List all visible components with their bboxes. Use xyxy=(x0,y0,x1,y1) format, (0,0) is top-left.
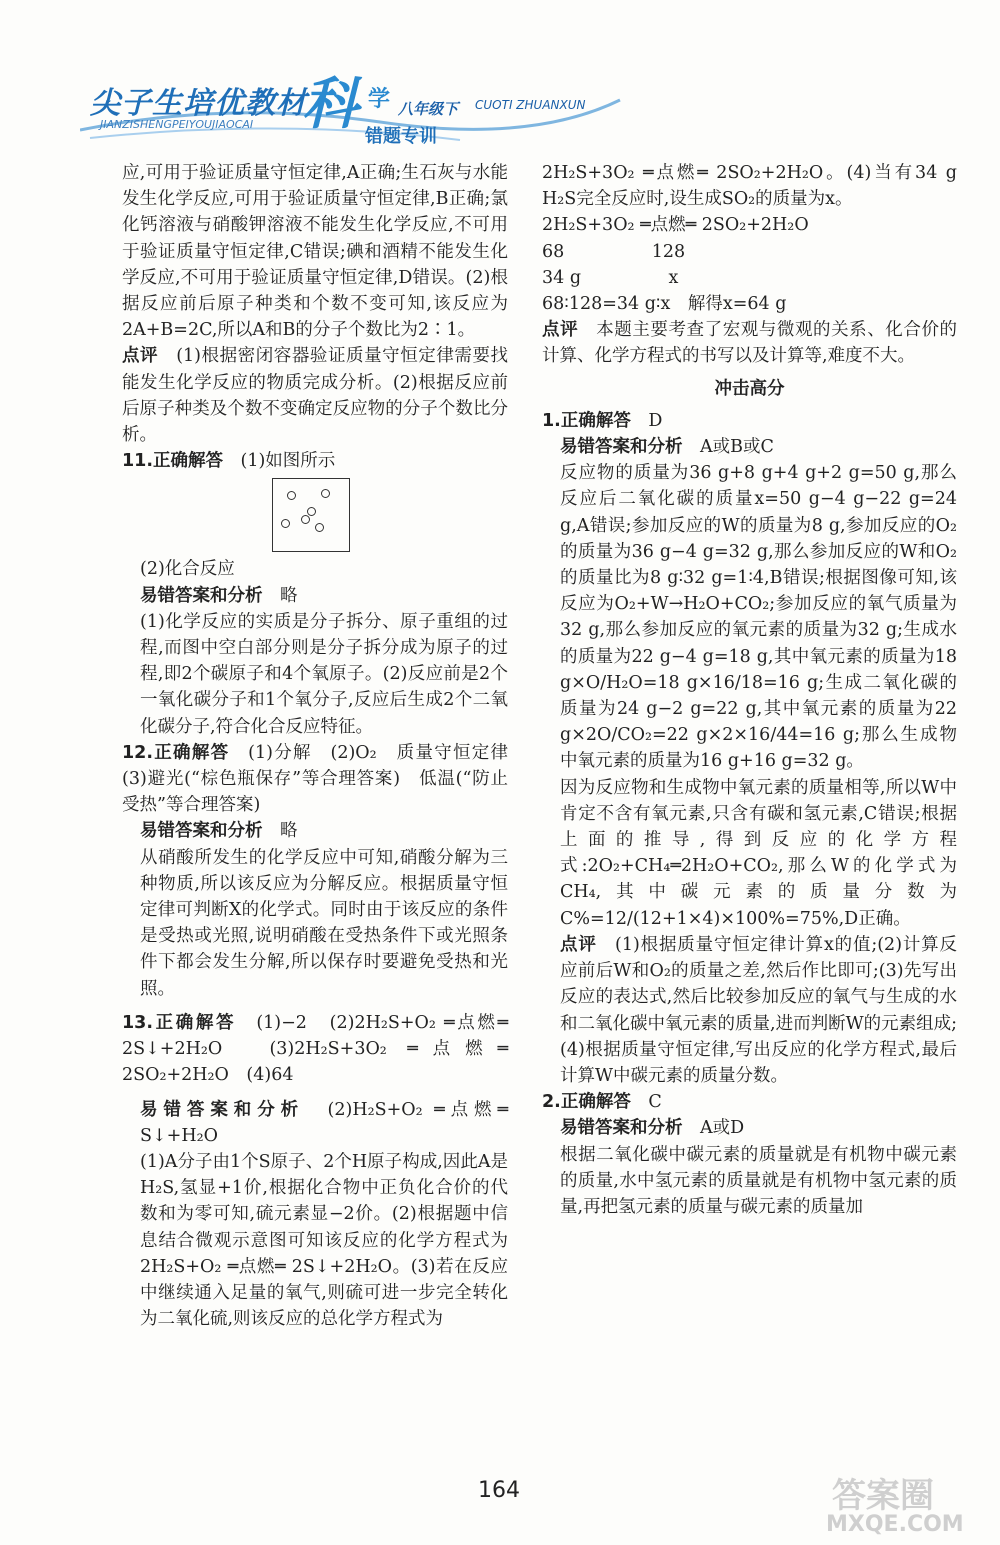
question-number: 2. xyxy=(542,1092,561,1113)
wrong-answer-text: A或B或C xyxy=(700,437,774,458)
page-number: 164 xyxy=(478,1478,520,1503)
answer-text: D xyxy=(648,410,663,431)
book-title-pinyin: JIANZISHENGPEIYOUJIAOCAI xyxy=(100,118,254,131)
wrong-answer-label: 易错答案和分析 xyxy=(140,821,263,842)
watermark-text: 答案圈 xyxy=(832,1476,934,1516)
equation-line: 34 g x xyxy=(542,267,679,288)
atom-circle xyxy=(321,489,330,498)
paragraph: 应,可用于验证质量守恒定律,A正确;生石灰与水能发生化学反应,可用于验证质量守恒定律,B正确;氯化钙溶液与硝酸钾溶液不能发生化学反应,不可用于验证质量守恒定律,C错误;碘和酒精不能发生化学反应,不可用于验证质量守恒定律,D错误。(2)根据反应前后原子种类和个数不变可知,该反应为2A+B=2C,所以A和B的分子个数比为2∶1。 xyxy=(122,163,508,341)
question-r2 xyxy=(542,1089,957,1115)
question-number: 11. xyxy=(122,451,154,472)
wrong-answer-text: 略 xyxy=(280,821,298,842)
correct-answer-label: 正确解答 xyxy=(153,1012,237,1033)
subject-char-2: 学 xyxy=(368,87,391,112)
wrong-answer-text: 略 xyxy=(280,585,298,606)
correct-answer-label: 正确解答 xyxy=(560,1092,631,1113)
equation: 2H₂S+3O₂ ═点燃═ 2SO₂+2H₂O xyxy=(542,215,809,236)
comment-paragraph xyxy=(122,343,508,448)
right-column xyxy=(542,160,957,1220)
paragraph: 根据二氧化碳中碳元素的质量就是有机物中碳元素的质量,水中氢元素的质量就是有机物中氢元素的质量,再把氢元素的质量与碳元素的质量加 xyxy=(560,1144,957,1217)
wrong-analysis xyxy=(122,1097,508,1149)
question-13 xyxy=(122,1010,508,1089)
comment-label: 点评 xyxy=(122,346,159,367)
series-pinyin: CUOTI ZHUANXUN xyxy=(475,98,586,112)
watermark-url: MXQE.COM xyxy=(826,1512,964,1537)
correct-answer-label: 正确解答 xyxy=(153,451,224,472)
paragraph: 2H₂S+3O₂ ═点燃═ 2SO₂+2H₂O。(4)当有34 g H₂S完全反应时,设生成SO₂的质量为x。 xyxy=(542,163,957,210)
series-title: 错题专训 xyxy=(365,126,437,147)
question-r1 xyxy=(542,408,957,434)
wrong-analysis xyxy=(542,1115,957,1141)
comment-paragraph xyxy=(542,932,957,1089)
paragraph: (1)A分子由1个S原子、2个H原子构成,因此A是H₂S,氢显+1价,根据化合物中正负化合价的代数和为零可知,硫元素显−2价。(2)根据题中信息结合微观示意图可知该反应的化学方程式为2H₂S+O₂ ═点燃═ 2S↓+2H₂O。(3)若在反应中继续通入足量的氧气,则硫可进一步完全转化为二氧化硫,则该反应的总化学方程式为 xyxy=(140,1151,508,1330)
watermark-logo xyxy=(826,1468,994,1540)
particle-diagram xyxy=(272,478,350,552)
question-12 xyxy=(122,740,526,819)
section-title: 冲击高分 xyxy=(714,378,785,399)
wrong-answer-label: 易错答案和分析 xyxy=(140,585,263,606)
question-11 xyxy=(122,448,508,474)
comment-text: (1)根据密闭容器验证质量守恒定律需要找能发生化学反应的物质完成分析。(2)根据反应前后原子种类及个数不变确定反应物的分子个数比分析。 xyxy=(122,346,508,446)
comment-paragraph xyxy=(542,317,957,369)
question-number: 13. xyxy=(122,1012,154,1033)
wrong-answer-text: (2)H₂S+O₂ ═点燃═ S↓+H₂O xyxy=(140,1099,509,1146)
comment-label: 点评 xyxy=(542,320,579,341)
wrong-answer-label: 易错答案和分析 xyxy=(560,437,683,458)
answer-text: (1)分解 (2)O₂ 质量守恒定律 (3)避光(“棕色瓶保存”等合理答案) 低温(“防止受热”等合理答案) xyxy=(122,742,526,816)
answer-text: (1)如图所示 xyxy=(240,451,336,472)
atom-circle xyxy=(287,491,296,500)
wrong-analysis xyxy=(122,583,508,609)
paragraph: 从硝酸所发生的化学反应中可知,硝酸分解为三种物质,所以该反应为分解反应。根据质量守恒定律可判断X的化学式。同时由于该反应的条件是受热或光照,说明硝酸在受热条件下或光照条件下都会发生分解,所以保存时要避免受热和光照。 xyxy=(140,847,508,999)
correct-answer-label: 正确解答 xyxy=(153,742,230,763)
question-number: 1. xyxy=(542,410,561,431)
paragraph: (1)化学反应的实质是分子拆分、原子重组的过程,而图中空白部分则是分子拆分成为原子的过程,即2个碳原子和4个氧原子。(2)反应前是2个一氧化碳分子和1个氧分子,反应后生成2个二氧化碳分子,符合化合反应特征。 xyxy=(140,611,508,737)
equation-line: 68 128 xyxy=(542,241,686,262)
wrong-analysis xyxy=(542,434,957,460)
question-number: 12. xyxy=(122,742,154,763)
atom-circle xyxy=(315,523,324,532)
left-column xyxy=(122,160,526,1332)
atom-circle xyxy=(301,515,310,524)
book-title: 尖子生培优教材 xyxy=(90,86,307,121)
atom-circle xyxy=(281,519,290,528)
comment-label: 点评 xyxy=(560,934,597,955)
wrong-answer-label: 易错答案和分析 xyxy=(560,1118,683,1139)
paragraph: 因为反应物和生成物中氧元素的质量相等,所以W中肯定不含有氧元素,只含有碳和氢元素,C错误;根据上面的推导,得到反应的化学方程式:2O₂+CH₄═2H₂O+CO₂,那么W的化学式为CH₄,其中碳元素的质量分数为C%=12/(12+1×4)×100%=75%,D正确。 xyxy=(560,777,957,929)
answer-text: C xyxy=(648,1092,662,1113)
subject-char: 科 xyxy=(302,72,358,137)
equation-line: 68∶128=34 g∶x 解得x=64 g xyxy=(542,294,787,315)
answer-text: (2)化合反应 xyxy=(140,559,235,580)
wrong-answer-text: A或D xyxy=(700,1118,745,1139)
wrong-analysis xyxy=(122,818,508,844)
grade-label: 八年级下 xyxy=(398,100,459,118)
comment-text: 本题主要考查了宏观与微观的关系、化合价的计算、化学方程式的书写以及计算等,难度不大。 xyxy=(542,320,958,367)
comment-text: (1)根据质量守恒定律计算x的值;(2)计算反应前后W和O₂的质量之差,然后作比即可;(3)先写出反应的表达式,然后比较参加反应的氧气与生成的水和二氧化碳中氧元素的质量,进而判断W的元素组成;(4)根据质量守恒定律,写出反应的化学方程式,最后计算W中碳元素的质量分数。 xyxy=(560,934,958,1086)
paragraph: 反应物的质量为36 g+8 g+4 g+2 g=50 g,那么反应后二氧化碳的质量x=50 g−4 g−22 g=24 g,A错误;参加反应的W的质量为8 g,参加反应的O₂的质量为36 g−4 g=32 g,那么参加反应的W和O₂的质量比为8 g∶32 g=1∶4,B错误;根据图像可知,该反应为O₂+W→H₂O+CO₂;参加反应的氧气质量为32 g,那么参加反应的氧元素的质量为32 g;生成水的质量为22 g−4 g=18 g,其中氧元素的质量为18 g×O/H₂O=18 g×16/18=16 g;生成二氧化碳的质量为24 g−2 g=22 g,其中氧元素的质量为22 g×2O/CO₂=22 g×2×16/44=16 g;那么生成物中氧元素的质量为16 g+16 g=32 g。 xyxy=(560,463,957,772)
answer-text: (1)−2 (2)2H₂S+O₂ ═点燃═ 2S↓+2H₂O (3)2H₂S+3O₂ ═点燃═ 2SO₂+2H₂O (4)64 xyxy=(122,1012,509,1086)
correct-answer-label: 正确解答 xyxy=(560,410,631,431)
book-header xyxy=(80,60,640,160)
wrong-answer-label: 易错答案和分析 xyxy=(140,1099,305,1120)
